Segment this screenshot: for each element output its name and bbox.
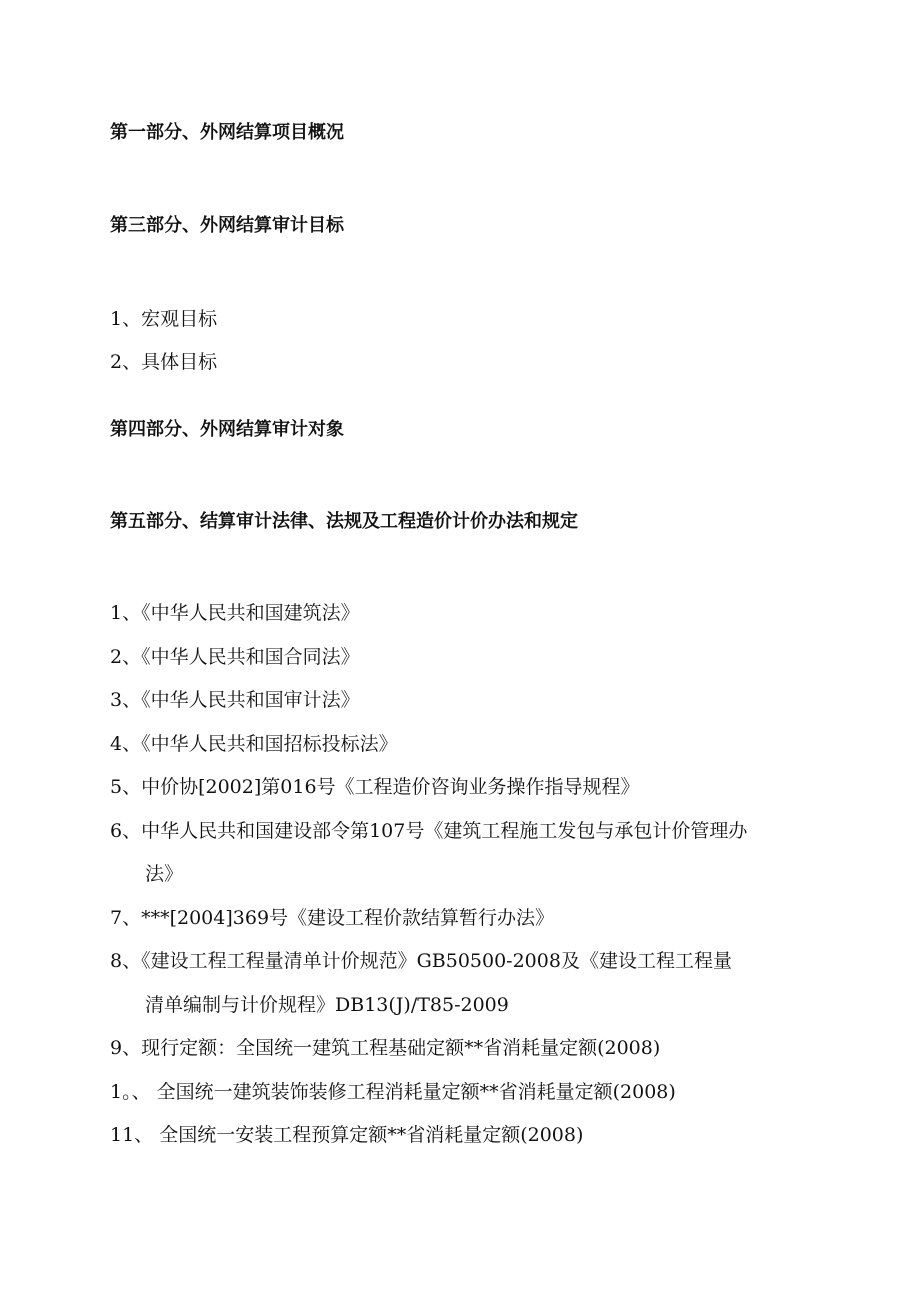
part4-heading: 第四部分、外网结算审计对象 xyxy=(110,419,344,440)
regulation-item: 1、《中华人民共和国建筑法》 xyxy=(110,602,360,624)
part3-heading: 第三部分、外网结算审计目标 xyxy=(110,215,344,236)
regulation-item: 9、现行定额：全国统一建筑工程基础定额**省消耗量定额(2008) xyxy=(110,1037,661,1059)
objective-specific: 2、具体目标 xyxy=(110,351,218,373)
objective-macro: 1、宏观目标 xyxy=(110,308,218,330)
part1-heading: 第一部分、外网结算项目概况 xyxy=(110,122,344,143)
regulation-item: 11、 全国统一安装工程预算定额**省消耗量定额(2008) xyxy=(110,1124,584,1146)
regulation-item: 5、中价协[2002]第016号《工程造价咨询业务操作指导规程》 xyxy=(110,776,640,798)
regulation-item: 2、《中华人民共和国合同法》 xyxy=(110,646,360,668)
part5-heading: 第五部分、结算审计法律、法规及工程造价计价办法和规定 xyxy=(110,511,578,532)
regulation-item: 3、《中华人民共和国审计法》 xyxy=(110,689,360,711)
regulation-item: 7、***[2004]369号《建设工程价款结算暂行办法》 xyxy=(110,907,555,929)
regulation-item-continuation: 法》 xyxy=(145,863,184,885)
regulation-item: 1。、 全国统一建筑装饰装修工程消耗量定额**省消耗量定额(2008) xyxy=(110,1081,676,1103)
regulation-item-continuation: 清单编制与计价规程》DB13(J)/T85-2009 xyxy=(145,994,509,1016)
regulation-item: 6、中华人民共和国建设部令第107号《建筑工程施工发包与承包计价管理办 xyxy=(110,820,748,842)
regulation-item: 8、《建设工程工程量清单计价规范》GB50500-2008及《建设工程工程量 xyxy=(110,950,732,972)
regulation-item: 4、《中华人民共和国招标投标法》 xyxy=(110,733,398,755)
